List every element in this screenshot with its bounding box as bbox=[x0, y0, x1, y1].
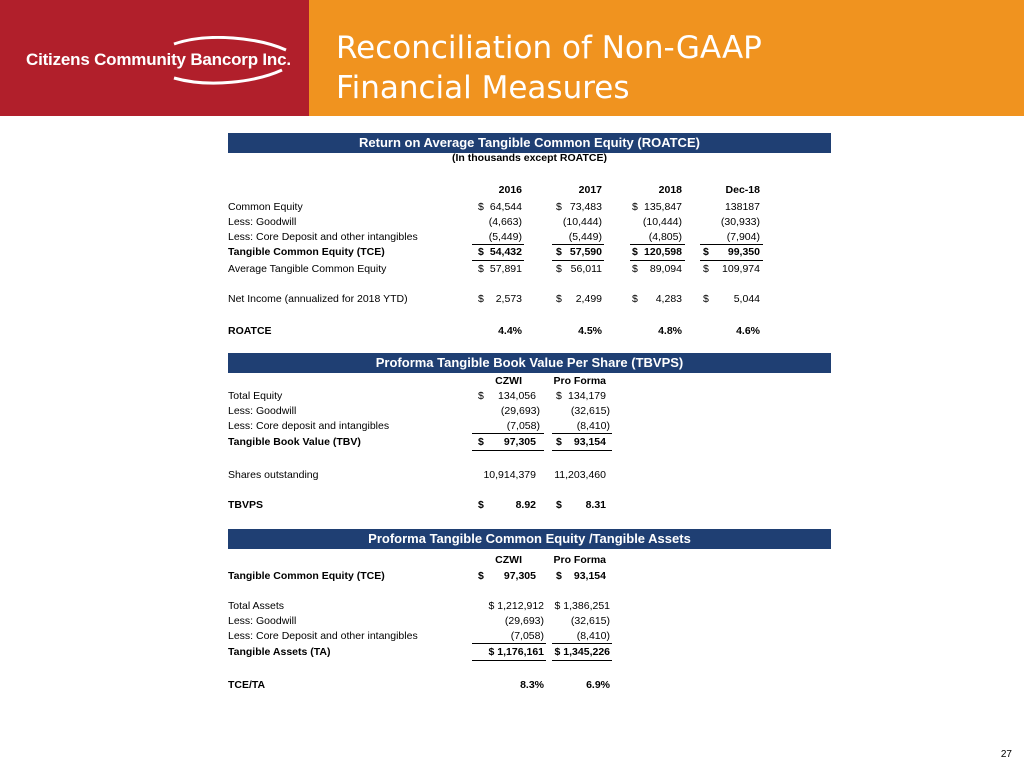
title-line-2: Financial Measures bbox=[336, 70, 630, 106]
total-rule bbox=[552, 660, 612, 661]
value-cell: 10,914,379 bbox=[483, 469, 536, 481]
value-cell: 2,499 bbox=[575, 293, 602, 305]
value-cell: (8,410) bbox=[576, 630, 610, 642]
currency-sign: $ bbox=[632, 263, 638, 275]
tce-ta-section-title: Proforma Tangible Common Equity /Tangible Assets bbox=[228, 529, 831, 549]
value-cell: 138187 bbox=[724, 201, 760, 213]
total-rule bbox=[700, 260, 763, 261]
value-cell: (4,663) bbox=[488, 216, 522, 228]
subtotal-rule bbox=[472, 643, 546, 644]
currency-sign: $ bbox=[478, 293, 484, 305]
total-rule bbox=[472, 260, 524, 261]
currency-sign: $ bbox=[703, 246, 709, 258]
value-cell: $ 1,176,161 bbox=[488, 646, 544, 658]
currency-sign: $ bbox=[478, 570, 484, 582]
value-cell: 73,483 bbox=[569, 201, 602, 213]
value-cell: 97,305 bbox=[503, 570, 536, 582]
currency-sign: $ bbox=[703, 293, 709, 305]
currency-sign: $ bbox=[478, 246, 484, 258]
value-cell: (8,410) bbox=[576, 420, 610, 432]
value-cell: $ 1,212,912 bbox=[488, 600, 544, 612]
value-cell: (30,933) bbox=[720, 216, 760, 228]
roatce-col-header: 2016 bbox=[498, 184, 522, 196]
value-cell: 8.31 bbox=[585, 499, 606, 511]
value-cell: (10,444) bbox=[562, 216, 602, 228]
value-cell: 5,044 bbox=[733, 293, 760, 305]
roatce-col-header: 2017 bbox=[578, 184, 602, 196]
row-label: Common Equity bbox=[228, 201, 303, 213]
currency-sign: $ bbox=[556, 293, 562, 305]
row-label: Less: Goodwill bbox=[228, 405, 297, 417]
currency-sign: $ bbox=[632, 246, 638, 258]
tce-ta-col-header: CZWI bbox=[495, 554, 522, 566]
row-label: TBVPS bbox=[228, 499, 264, 511]
roatce-col-header: Dec-18 bbox=[725, 184, 760, 196]
currency-sign: $ bbox=[703, 263, 709, 275]
value-cell: (7,904) bbox=[726, 231, 760, 243]
subtotal-rule bbox=[472, 433, 544, 434]
currency-sign: $ bbox=[478, 499, 484, 511]
currency-sign: $ bbox=[556, 570, 562, 582]
value-cell: 93,154 bbox=[573, 436, 606, 448]
value-cell: 4.6% bbox=[736, 325, 760, 337]
currency-sign: $ bbox=[632, 293, 638, 305]
subtotal-rule bbox=[552, 244, 604, 245]
currency-sign: $ bbox=[556, 436, 562, 448]
value-cell: $ 1,345,226 bbox=[554, 646, 610, 658]
total-rule bbox=[552, 450, 612, 451]
value-cell: 135,847 bbox=[644, 201, 682, 213]
row-label: Shares outstanding bbox=[228, 469, 319, 481]
value-cell: 134,179 bbox=[568, 390, 606, 402]
currency-sign: $ bbox=[556, 390, 562, 402]
value-cell: (5,449) bbox=[488, 231, 522, 243]
value-cell: (29,693) bbox=[500, 405, 540, 417]
value-cell: 8.92 bbox=[515, 499, 536, 511]
total-rule bbox=[472, 660, 546, 661]
page-number: 27 bbox=[1000, 749, 1012, 760]
row-label: Tangible Common Equity (TCE) bbox=[228, 570, 385, 582]
currency-sign: $ bbox=[478, 201, 484, 213]
value-cell: (29,693) bbox=[504, 615, 544, 627]
value-cell: 4.4% bbox=[498, 325, 522, 337]
value-cell: (4,805) bbox=[648, 231, 682, 243]
value-cell: 57,590 bbox=[569, 246, 602, 258]
value-cell: 2,573 bbox=[495, 293, 522, 305]
row-label: Net Income (annualized for 2018 YTD) bbox=[228, 293, 408, 305]
value-cell: (7,058) bbox=[506, 420, 540, 432]
row-label: Less: Goodwill bbox=[228, 216, 297, 228]
row-label: Tangible Assets (TA) bbox=[228, 646, 331, 658]
value-cell: 109,974 bbox=[722, 263, 760, 275]
row-label: Less: Core Deposit and other intangibles bbox=[228, 231, 418, 243]
currency-sign: $ bbox=[478, 390, 484, 402]
value-cell: 89,094 bbox=[649, 263, 682, 275]
company-name: Citizens Community Bancorp Inc. bbox=[26, 50, 291, 69]
roatce-col-header: 2018 bbox=[658, 184, 682, 196]
row-label: Less: Goodwill bbox=[228, 615, 297, 627]
value-cell: 6.9% bbox=[586, 679, 610, 691]
tce-ta-col-header: Pro Forma bbox=[553, 554, 606, 566]
tbvps-section-title: Proforma Tangible Book Value Per Share (TBVPS) bbox=[228, 353, 831, 373]
row-label: ROATCE bbox=[228, 325, 272, 337]
subtotal-rule bbox=[700, 244, 763, 245]
currency-sign: $ bbox=[632, 201, 638, 213]
currency-sign: $ bbox=[556, 201, 562, 213]
value-cell: (10,444) bbox=[642, 216, 682, 228]
value-cell: 4,283 bbox=[655, 293, 682, 305]
value-cell: (5,449) bbox=[568, 231, 602, 243]
value-cell: 93,154 bbox=[573, 570, 606, 582]
page-title bbox=[336, 28, 762, 108]
tbvps-col-header: CZWI bbox=[495, 375, 522, 387]
subtotal-rule bbox=[552, 433, 612, 434]
currency-sign: $ bbox=[556, 499, 562, 511]
tbvps-col-header: Pro Forma bbox=[553, 375, 606, 387]
currency-sign: $ bbox=[478, 436, 484, 448]
row-label: Average Tangible Common Equity bbox=[228, 263, 387, 275]
value-cell: (32,615) bbox=[570, 405, 610, 417]
subtotal-rule bbox=[552, 643, 612, 644]
row-label: TCE/TA bbox=[228, 679, 266, 691]
title-line-1: Reconciliation of Non-GAAP bbox=[336, 30, 762, 66]
currency-sign: $ bbox=[556, 263, 562, 275]
value-cell: 4.8% bbox=[658, 325, 682, 337]
value-cell: 97,305 bbox=[503, 436, 536, 448]
value-cell: (7,058) bbox=[510, 630, 544, 642]
value-cell: 54,432 bbox=[489, 246, 522, 258]
currency-sign: $ bbox=[556, 246, 562, 258]
value-cell: 56,011 bbox=[570, 263, 602, 275]
value-cell: 120,598 bbox=[644, 246, 682, 258]
value-cell: 11,203,460 bbox=[554, 469, 606, 481]
subtotal-rule bbox=[472, 244, 524, 245]
value-cell: 99,350 bbox=[727, 246, 760, 258]
total-rule bbox=[552, 260, 604, 261]
row-label: Less: Core deposit and intangibles bbox=[228, 420, 390, 432]
value-cell: 57,891 bbox=[489, 263, 522, 275]
value-cell: (32,615) bbox=[570, 615, 610, 627]
total-rule bbox=[630, 260, 685, 261]
value-cell: 8.3% bbox=[520, 679, 544, 691]
value-cell: $ 1,386,251 bbox=[554, 600, 610, 612]
value-cell: 134,056 bbox=[498, 390, 536, 402]
row-label: Total Assets bbox=[228, 600, 285, 612]
row-label: Tangible Book Value (TBV) bbox=[228, 436, 361, 448]
row-label: Tangible Common Equity (TCE) bbox=[228, 246, 385, 258]
row-label: Total Equity bbox=[228, 390, 283, 402]
company-logo bbox=[24, 36, 294, 86]
value-cell: 64,544 bbox=[489, 201, 522, 213]
subtotal-rule bbox=[630, 244, 685, 245]
roatce-section-title: Return on Average Tangible Common Equity (ROATCE) bbox=[228, 133, 831, 153]
roatce-subtitle: (In thousands except ROATCE) bbox=[452, 152, 607, 164]
value-cell: 4.5% bbox=[578, 325, 602, 337]
total-rule bbox=[472, 450, 544, 451]
row-label: Less: Core Deposit and other intangibles bbox=[228, 630, 418, 642]
currency-sign: $ bbox=[478, 263, 484, 275]
